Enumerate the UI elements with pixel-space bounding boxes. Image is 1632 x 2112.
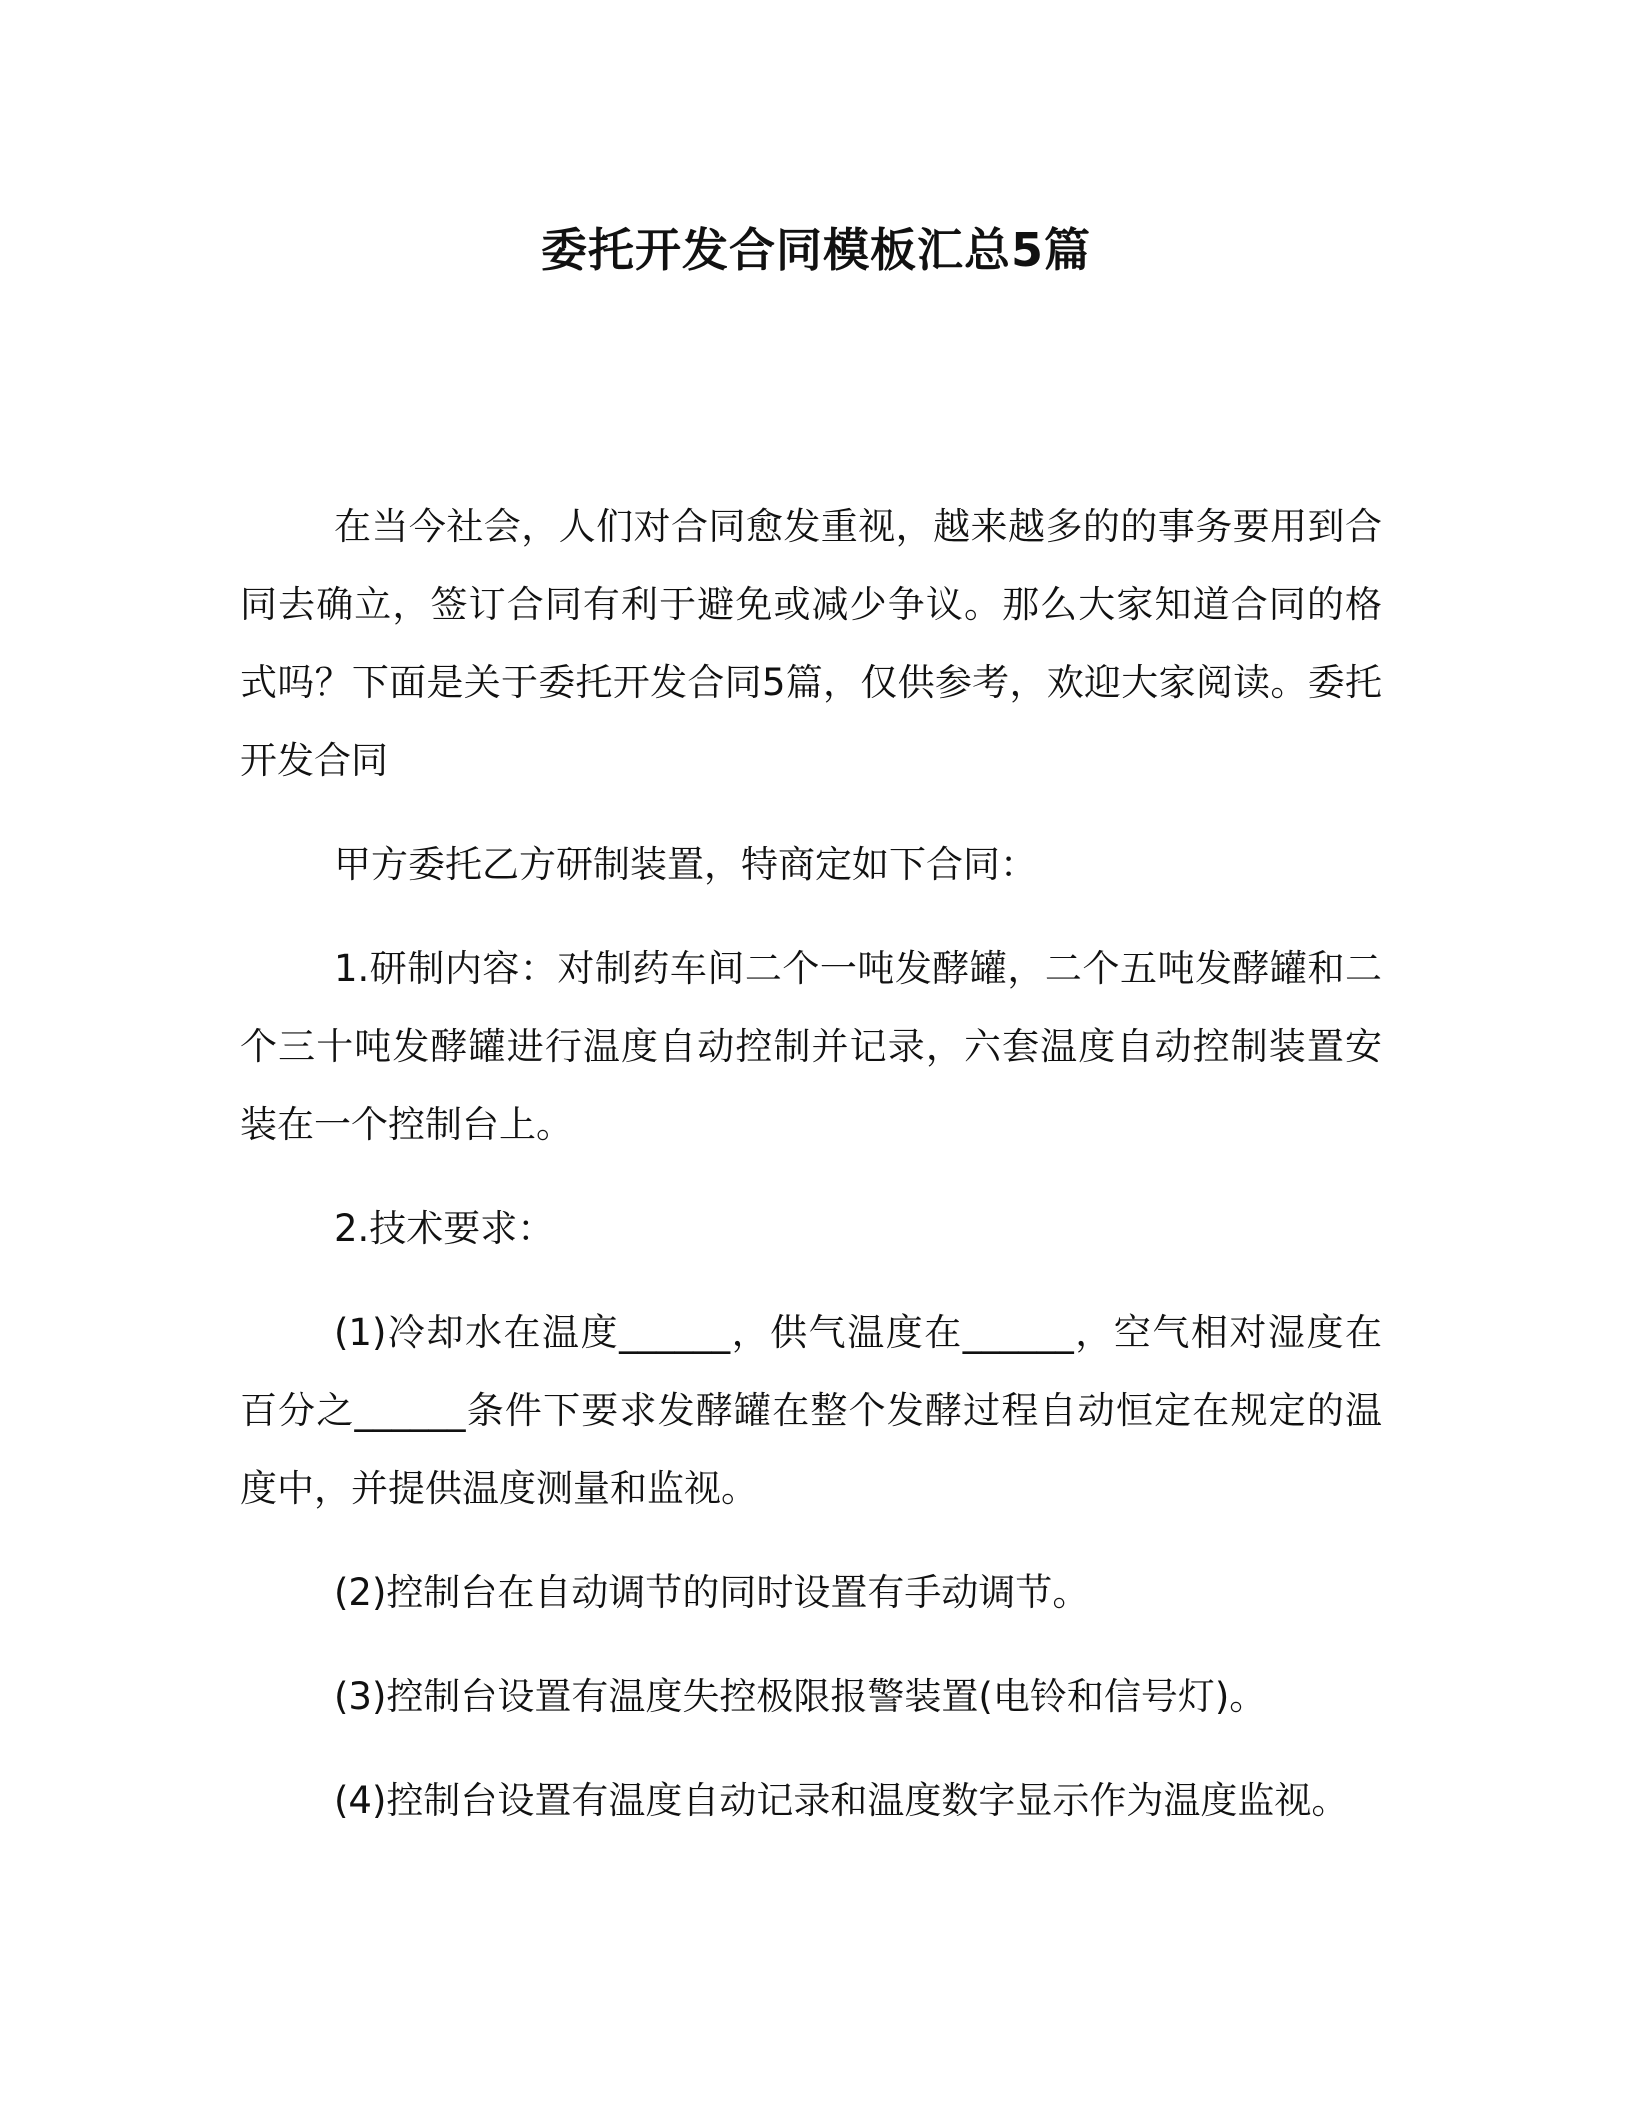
paragraph-subitem-1: (1)冷却水在温度______，供气温度在______，空气相对湿度在百分之______条件下要求发酵罐在整个发酵过程自动恒定在规定的温度中，并提供温度测量和监视。 <box>240 1311 1382 1510</box>
paragraph-item-1: 1.研制内容：对制药车间二个一吨发酵罐，二个五吨发酵罐和二个三十吨发酵罐进行温度自动控制并记录，六套温度自动控制装置安装在一个控制台上。 <box>240 947 1382 1146</box>
paragraph-intro: 在当今社会，人们对合同愈发重视，越来越多的的事务要用到合同去确立，签订合同有利于避免或减少争议。那么大家知道合同的格式吗？下面是关于委托开发合同5篇，仅供参考，欢迎大家阅读。委托开发合同 <box>240 505 1382 782</box>
document-body <box>240 488 1382 1866</box>
paragraph-agreement: 甲方委托乙方研制装置，特商定如下合同： <box>334 843 1037 886</box>
paragraph-item-2: 2.技术要求： <box>334 1207 555 1250</box>
paragraph-subitem-3: (3)控制台设置有温度失控极限报警装置(电铃和信号灯)。 <box>334 1675 1267 1718</box>
paragraph-subitem-4: (4)控制台设置有温度自动记录和温度数字显示作为温度监视。 <box>334 1779 1349 1822</box>
document-title: 委托开发合同模板汇总5篇 <box>540 223 1091 277</box>
paragraph-subitem-2: (2)控制台在自动调节的同时设置有手动调节。 <box>334 1571 1090 1614</box>
